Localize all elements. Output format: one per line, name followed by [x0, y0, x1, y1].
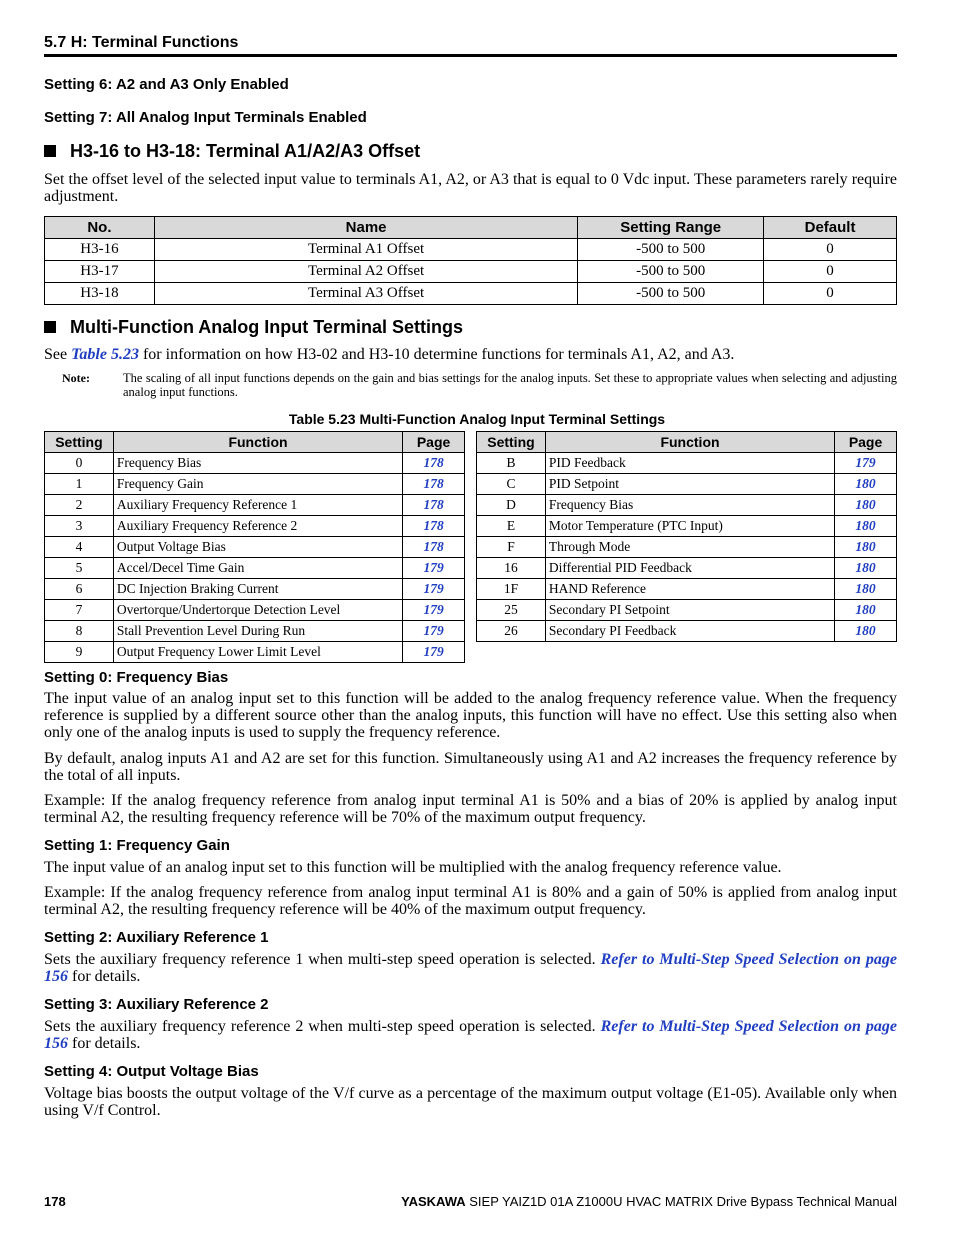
cell-function: Auxiliary Frequency Reference 1: [113, 495, 402, 516]
page-link[interactable]: 178: [403, 453, 465, 474]
page-link[interactable]: 179: [403, 600, 465, 621]
page-link[interactable]: 179: [835, 453, 897, 474]
footer-doc-title: [401, 1194, 897, 1209]
table-row: [45, 239, 897, 261]
section-header: 5.7 H: Terminal Functions: [44, 34, 239, 51]
cell-function: Frequency Gain: [113, 474, 402, 495]
header-rule: [44, 54, 897, 57]
col-header: Function: [113, 432, 402, 453]
setting0-paragraph-2: By default, analog inputs A1 and A2 are set for this function. Simultaneously using A1 and A2 increases the frequency reference by the total of all inputs.: [44, 750, 897, 784]
page-link[interactable]: 179: [403, 621, 465, 642]
page-link[interactable]: 180: [835, 537, 897, 558]
table-row: [477, 537, 897, 558]
cell-setting: 0: [45, 453, 114, 474]
table-row: [45, 642, 465, 663]
table-row: [45, 537, 465, 558]
mfa-heading-text: Multi-Function Analog Input Terminal Settings: [70, 317, 463, 337]
table-row: [477, 474, 897, 495]
page-link[interactable]: 178: [403, 495, 465, 516]
cell-setting: 2: [45, 495, 114, 516]
table-row: [45, 453, 465, 474]
page-link[interactable]: 180: [835, 516, 897, 537]
cell-default: 0: [764, 239, 897, 261]
table-row: [477, 600, 897, 621]
cell-setting: E: [477, 516, 546, 537]
col-header: Setting: [477, 432, 546, 453]
cell-no: H3-17: [45, 261, 155, 283]
cell-setting: C: [477, 474, 546, 495]
table-row: [477, 495, 897, 516]
cell-function: Auxiliary Frequency Reference 2: [113, 516, 402, 537]
bullet-square-icon: [44, 145, 56, 157]
setting1-heading: Setting 1: Frequency Gain: [44, 837, 230, 854]
setting3-text: Sets the auxiliary frequency reference 2 when multi-step speed operation is selected.: [44, 1018, 601, 1035]
table-caption: Table 5.23 Multi-Function Analog Input Terminal Settings: [288, 411, 666, 427]
setting3-paragraph: [44, 1018, 897, 1052]
cell-function: Secondary PI Setpoint: [545, 600, 834, 621]
page-link[interactable]: 179: [403, 642, 465, 663]
col-header: Default: [764, 217, 897, 239]
table-row: [477, 558, 897, 579]
cell-range: -500 to 500: [578, 283, 764, 305]
setting0-paragraph-3: Example: If the analog frequency reference from analog input terminal A1 is 50% and a bias of 20% is applied by analog input terminal A2, the resulting frequency reference will be 70% of the maximum output frequency.: [44, 792, 897, 826]
multi-step-speed-link[interactable]: Refer to Multi-Step Speed Selection on page 156: [44, 1018, 897, 1052]
cell-range: -500 to 500: [578, 239, 764, 261]
offset-heading: [44, 141, 420, 162]
offset-heading-text: H3-16 to H3-18: Terminal A1/A2/A3 Offset: [70, 141, 421, 161]
cell-function: Frequency Bias: [545, 495, 834, 516]
see-suffix: for information on how H3-02 and H3-10 determine functions for terminals A1, A2, and A3.: [138, 346, 735, 363]
cell-setting: F: [477, 537, 546, 558]
page-link[interactable]: 180: [835, 474, 897, 495]
table-header-row: [45, 217, 897, 239]
table-row: [45, 283, 897, 305]
table-row: [45, 474, 465, 495]
table-header-row: [477, 432, 897, 453]
cell-name: Terminal A1 Offset: [154, 239, 577, 261]
table-row: [45, 516, 465, 537]
cell-function: DC Injection Braking Current: [113, 579, 402, 600]
setting2-suffix: for details.: [68, 968, 141, 985]
mfa-see-paragraph: [44, 346, 897, 363]
cell-name: Terminal A2 Offset: [154, 261, 577, 283]
cell-setting: 16: [477, 558, 546, 579]
page-link[interactable]: 178: [403, 537, 465, 558]
setting2-heading: Setting 2: Auxiliary Reference 1: [44, 929, 269, 946]
cell-setting: 26: [477, 621, 546, 642]
page-number: 178: [44, 1194, 66, 1209]
table-row: [45, 579, 465, 600]
setting0-heading: Setting 0: Frequency Bias: [44, 669, 229, 686]
offset-table: [44, 216, 897, 305]
cell-function: Differential PID Feedback: [545, 558, 834, 579]
cell-setting: 7: [45, 600, 114, 621]
setting0-paragraph-1: The input value of an analog input set to this function will be added to the analog frequency reference value. When the frequency reference is supplied by a different source other than the analog inputs, this function will have no effect. Use this setting also when only one of the analog inputs is used to supply the frequency reference.: [44, 690, 897, 741]
cell-setting: 8: [45, 621, 114, 642]
page-link[interactable]: 179: [403, 579, 465, 600]
cell-default: 0: [764, 261, 897, 283]
col-header: Page: [835, 432, 897, 453]
footer-brand: YASKAWA: [401, 1194, 466, 1209]
setting4-heading: Setting 4: Output Voltage Bias: [44, 1063, 259, 1080]
cell-setting: 6: [45, 579, 114, 600]
table-row: [45, 621, 465, 642]
table-row: [477, 621, 897, 642]
cell-range: -500 to 500: [578, 261, 764, 283]
col-header: Setting Range: [578, 217, 764, 239]
cell-setting: B: [477, 453, 546, 474]
see-prefix: See: [44, 346, 72, 363]
cell-name: Terminal A3 Offset: [154, 283, 577, 305]
table-row: [45, 600, 465, 621]
setting2-text: Sets the auxiliary frequency reference 1 when multi-step speed operation is selected.: [44, 951, 601, 968]
table-header-row: [45, 432, 465, 453]
cell-function: Overtorque/Undertorque Detection Level: [113, 600, 402, 621]
cell-function: Through Mode: [545, 537, 834, 558]
cell-setting: 3: [45, 516, 114, 537]
setting6-heading: Setting 6: A2 and A3 Only Enabled: [44, 76, 289, 93]
setting1-paragraph-2: Example: If the analog frequency reference from analog input terminal A1 is 80% and a gain of 50% is applied from analog input terminal A2, the resulting frequency reference will be 40% of the maximum output frequency.: [44, 884, 897, 918]
cell-function: Accel/Decel Time Gain: [113, 558, 402, 579]
table-row: [45, 495, 465, 516]
cell-setting: 9: [45, 642, 114, 663]
cell-function: Stall Prevention Level During Run: [113, 621, 402, 642]
mfa-table-right: [476, 431, 897, 642]
table-5-23-link[interactable]: Table 5.23: [71, 346, 139, 363]
cell-setting: 1F: [477, 579, 546, 600]
note-text: The scaling of all input functions depends on the gain and bias settings for the analog inputs. Set these to appropriate values when selecting and adjusting analog input functions.: [123, 371, 897, 399]
page-link[interactable]: 180: [835, 579, 897, 600]
setting4-paragraph: Voltage bias boosts the output voltage of the V/f curve as a percentage of the maximum output voltage (E1-05). Available only when using V/f Control.: [44, 1085, 897, 1119]
cell-function: Output Voltage Bias: [113, 537, 402, 558]
cell-setting: 1: [45, 474, 114, 495]
page-link[interactable]: 178: [403, 516, 465, 537]
col-header: No.: [45, 217, 155, 239]
mfa-table-left: [44, 431, 465, 663]
cell-function: Output Frequency Lower Limit Level: [113, 642, 402, 663]
cell-function: Motor Temperature (PTC Input): [545, 516, 834, 537]
cell-setting: D: [477, 495, 546, 516]
setting7-heading: Setting 7: All Analog Input Terminals Enabled: [44, 109, 367, 126]
mfa-heading: [44, 317, 463, 338]
table-row: [45, 558, 465, 579]
cell-setting: 5: [45, 558, 114, 579]
col-header: Setting: [45, 432, 114, 453]
page-link[interactable]: 179: [403, 558, 465, 579]
cell-function: PID Feedback: [545, 453, 834, 474]
setting3-heading: Setting 3: Auxiliary Reference 2: [44, 996, 269, 1013]
page-link[interactable]: 180: [835, 621, 897, 642]
cell-function: Secondary PI Feedback: [545, 621, 834, 642]
table-row: [477, 516, 897, 537]
page-link[interactable]: 180: [835, 558, 897, 579]
offset-description: Set the offset level of the selected input value to terminals A1, A2, or A3 that is equal to 0 Vdc input. These parameters rarely require adjustment.: [44, 171, 897, 205]
col-header: Function: [545, 432, 834, 453]
footer-doc: SIEP YAIZ1D 01A Z1000U HVAC MATRIX Drive Bypass Technical Manual: [465, 1194, 897, 1209]
page-link[interactable]: 178: [403, 474, 465, 495]
multi-step-speed-link[interactable]: Refer to Multi-Step Speed Selection on page 156: [44, 951, 897, 985]
setting1-paragraph-1: The input value of an analog input set to this function will be multiplied with the analog frequency reference value.: [44, 859, 782, 876]
cell-no: H3-16: [45, 239, 155, 261]
table-row: [477, 453, 897, 474]
cell-default: 0: [764, 283, 897, 305]
cell-setting: 4: [45, 537, 114, 558]
cell-function: HAND Reference: [545, 579, 834, 600]
cell-setting: 25: [477, 600, 546, 621]
col-header: Name: [154, 217, 577, 239]
table-row: [45, 261, 897, 283]
cell-function: PID Setpoint: [545, 474, 834, 495]
col-header: Page: [403, 432, 465, 453]
cell-no: H3-18: [45, 283, 155, 305]
page-link[interactable]: 180: [835, 495, 897, 516]
table-row: [477, 579, 897, 600]
cell-function: Frequency Bias: [113, 453, 402, 474]
bullet-square-icon: [44, 321, 56, 333]
setting2-paragraph: [44, 951, 897, 985]
page-link[interactable]: 180: [835, 600, 897, 621]
setting3-suffix: for details.: [68, 1035, 141, 1052]
note-label: Note:: [62, 371, 90, 385]
